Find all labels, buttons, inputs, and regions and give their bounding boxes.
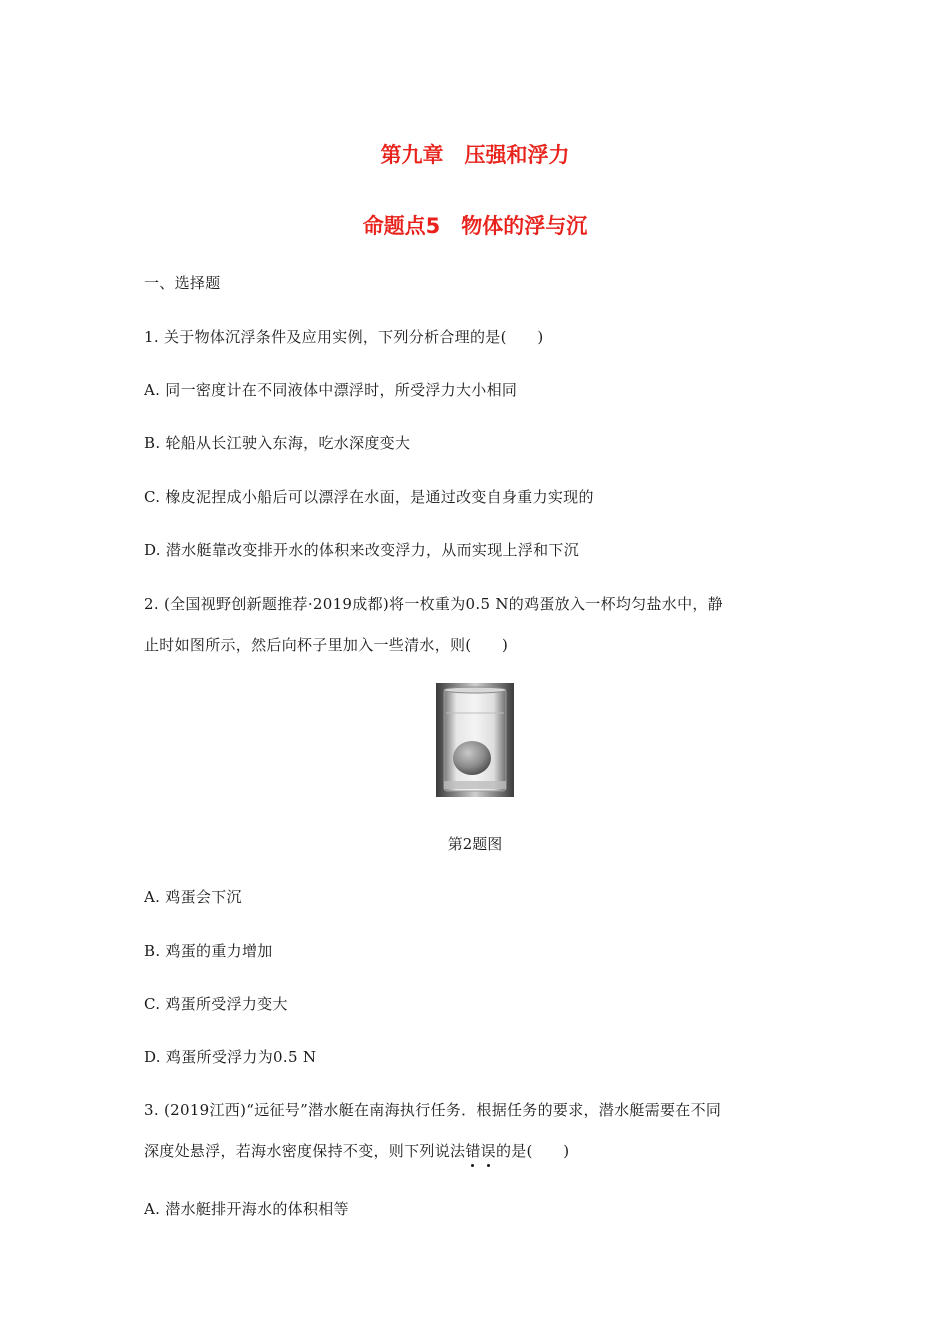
question-1-stem: 1. 关于物体沉浮条件及应用实例，下列分析合理的是( )	[144, 328, 544, 346]
beaker-illustration	[436, 683, 514, 797]
question-2-option-d: D. 鸡蛋所受浮力为0.5 N	[144, 1048, 317, 1066]
section-title: 命题点5 物体的浮与沉	[362, 214, 588, 238]
question-3-stem-part-1: 深度处悬浮，若海水密度保持不变，则下列说法	[144, 1142, 466, 1160]
question-3-stem-part-2: 的是( )	[495, 1142, 570, 1160]
part-heading: 一、选择题	[144, 274, 221, 292]
question-2-option-c: C. 鸡蛋所受浮力变大	[144, 995, 288, 1013]
question-3-option-a: A. 潜水艇排开海水的体积相等	[144, 1200, 349, 1218]
question-2-option-a: A. 鸡蛋会下沉	[144, 888, 242, 906]
question-3-stem-line-1: 3. (2019江西)“远征号”潜水艇在南海执行任务．根据任务的要求，潜水艇需要在不同	[144, 1101, 722, 1119]
question-2-stem-line-1: 2. (全国视野创新题推荐·2019成都)将一枚重为0.5 N的鸡蛋放入一杯均匀盐水中，静	[144, 595, 723, 613]
question-1-option-d: D. 潜水艇靠改变排开水的体积来改变浮力，从而实现上浮和下沉	[144, 541, 580, 559]
question-2-stem-line-2: 止时如图所示，然后向杯子里加入一些清水，则( )	[144, 636, 509, 654]
emphasis-char-cuo: 错	[465, 1142, 481, 1160]
figure-caption: 第2题图	[447, 835, 503, 853]
emphasis-char-wu: 误	[480, 1142, 496, 1160]
egg-in-beaker-figure	[436, 683, 514, 797]
question-1-option-c: C. 橡皮泥捏成小船后可以漂浮在水面，是通过改变自身重力实现的	[144, 488, 594, 506]
question-2-option-b: B. 鸡蛋的重力增加	[144, 942, 273, 960]
chapter-title: 第九章 压强和浮力	[380, 143, 570, 167]
question-1-option-a: A. 同一密度计在不同液体中漂浮时，所受浮力大小相同	[144, 381, 518, 399]
question-3-stem-line-2	[144, 1140, 569, 1161]
question-1-option-b: B. 轮船从长江驶入东海，吃水深度变大	[144, 434, 411, 452]
